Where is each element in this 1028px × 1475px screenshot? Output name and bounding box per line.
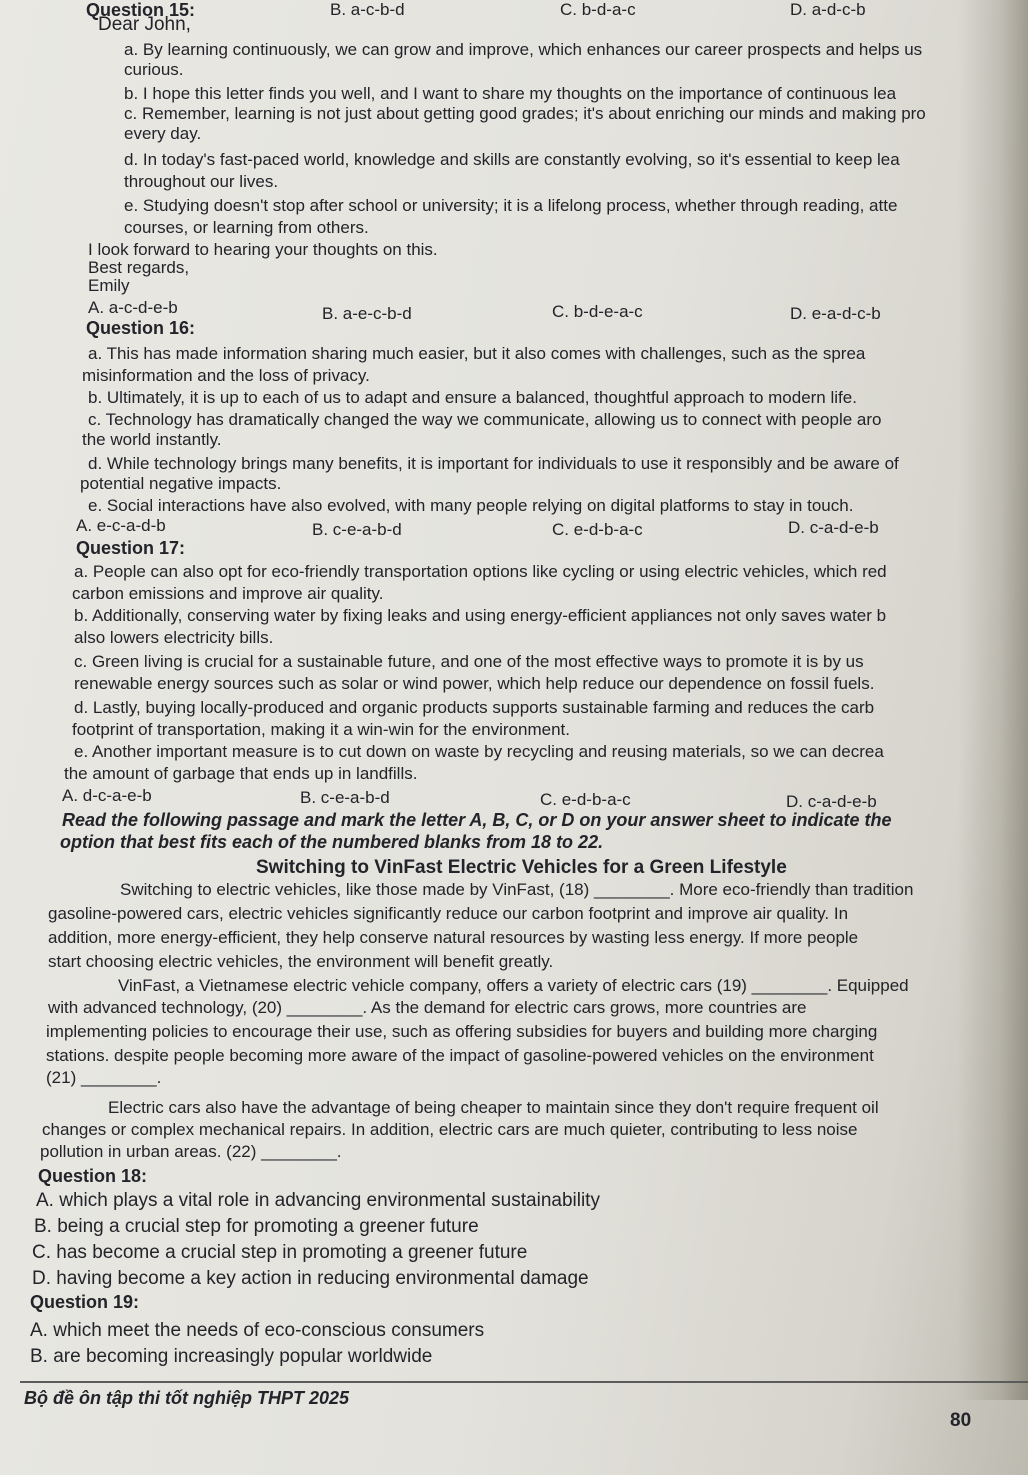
passage-line-12: pollution in urban areas. (22) ________.	[40, 1142, 342, 1161]
q15-top-opt-b: B. a-c-b-d	[330, 0, 405, 19]
q19-header: Question 19:	[30, 1292, 140, 1312]
q19-option-a: A. which meet the needs of eco-conscious consumers	[30, 1320, 485, 1341]
q15-sentence-c: c. Remember, learning is not just about getting good grades; it's about enriching our minds and making pro	[124, 104, 926, 123]
q16-sentence-e: e. Social interactions have also evolved, with many people relying on digital platforms to stay in touch.	[88, 496, 854, 515]
q17-sentence-b-cont: also lowers electricity bills.	[74, 628, 274, 647]
q17-sentence-a: a. People can also opt for eco-friendly transportation options like cycling or using electric vehicles, which red	[74, 562, 887, 581]
q17-option-d: D. c-a-d-e-b	[786, 792, 877, 811]
q15-header: Question 15:	[86, 0, 196, 20]
letter-greeting: Dear John,	[98, 14, 191, 35]
q15-sentence-e-cont: courses, or learning from others.	[124, 218, 369, 237]
q16-sentence-c-cont: the world instantly.	[82, 430, 222, 449]
footer-divider	[20, 1381, 1028, 1383]
q18-option-b: B. being a crucial step for promoting a greener future	[34, 1216, 479, 1237]
q18-option-a: A. which plays a vital role in advancing environmental sustainability	[36, 1190, 600, 1211]
letter-closing-line: I look forward to hearing your thoughts on this.	[88, 240, 438, 259]
q17-sentence-b: b. Additionally, conserving water by fixing leaks and using energy-efficient appliances not only saves water b	[74, 606, 887, 625]
q18-option-c: C. has become a crucial step in promoting a greener future	[32, 1242, 528, 1263]
q17-option-a: A. d-c-a-e-b	[62, 786, 152, 805]
passage-line-1: Switching to electric vehicles, like those made by VinFast, (18) ________. More eco-friendly than tradition	[120, 880, 914, 899]
q15-sentence-a-cont: curious.	[124, 60, 184, 79]
passage-line-3: addition, more energy-efficient, they help conserve natural resources by wasting less energy. If more people	[48, 928, 859, 947]
q16-header: Question 16:	[86, 318, 196, 338]
page-curl-shadow	[958, 0, 1028, 1400]
q17-sentence-e-cont: the amount of garbage that ends up in landfills.	[64, 764, 418, 783]
passage-line-11: changes or complex mechanical repairs. In addition, electric cars are much quieter, contributing to less noise	[42, 1120, 858, 1139]
q15-sentence-c-cont: every day.	[124, 124, 202, 143]
q16-option-b: B. c-e-a-b-d	[312, 520, 402, 539]
passage-line-8: stations. despite people becoming more aware of the impact of gasoline-powered vehicles on the environment	[46, 1046, 874, 1065]
passage-line-5: VinFast, a Vietnamese electric vehicle company, offers a variety of electric cars (19) ________. Equipped	[118, 976, 909, 995]
q16-option-c: C. e-d-b-a-c	[552, 520, 643, 539]
q16-option-a: A. e-c-a-d-b	[76, 516, 166, 535]
footer-title: Bộ đề ôn tập thi tốt nghiệp THPT 2025	[24, 1388, 350, 1408]
passage-instruction-cont: option that best fits each of the numbered blanks from 18 to 22.	[60, 832, 604, 852]
q17-header: Question 17:	[76, 538, 186, 558]
q15-sentence-d: d. In today's fast-paced world, knowledge and skills are constantly evolving, so it's essential to keep lea	[124, 150, 900, 169]
passage-line-2: gasoline-powered cars, electric vehicles significantly reduce our carbon footprint and improve air quality. In	[48, 904, 849, 923]
q17-sentence-c-cont: renewable energy sources such as solar or wind power, which help reduce our dependence on fossil fuels.	[74, 674, 875, 693]
q17-option-c: C. e-d-b-a-c	[540, 790, 631, 809]
q15-option-a: A. a-c-d-e-b	[88, 298, 178, 317]
q15-sentence-e: e. Studying doesn't stop after school or university; it is a lifelong process, whether through reading, atte	[124, 196, 898, 215]
q17-sentence-d: d. Lastly, buying locally-produced and organic products supports sustainable farming and reduces the carb	[74, 698, 875, 717]
passage-line-4: start choosing electric vehicles, the environment will benefit greatly.	[48, 952, 554, 971]
q16-sentence-a-cont: misinformation and the loss of privacy.	[82, 366, 370, 385]
q16-sentence-d-cont: potential negative impacts.	[80, 474, 282, 493]
q15-top-opt-d: D. a-d-c-b	[790, 0, 866, 19]
q15-sentence-d-cont: throughout our lives.	[124, 172, 279, 191]
q16-sentence-b: b. Ultimately, it is up to each of us to adapt and ensure a balanced, thoughtful approach to modern life.	[88, 388, 857, 407]
q17-sentence-c: c. Green living is crucial for a sustainable future, and one of the most effective ways to promote it is by us	[74, 652, 864, 671]
q15-option-d: D. e-a-d-c-b	[790, 304, 881, 323]
letter-regards: Best regards,	[88, 258, 190, 277]
passage-line-7: implementing policies to encourage their use, such as offering subsidies for buyers and building more charging	[46, 1022, 878, 1041]
q15-top-opt-c: C. b-d-a-c	[560, 0, 636, 19]
passage-title: Switching to VinFast Electric Vehicles for a Green Lifestyle	[256, 857, 787, 878]
passage-instruction: Read the following passage and mark the letter A, B, C, or D on your answer sheet to indicate the	[62, 810, 892, 830]
q16-sentence-c: c. Technology has dramatically changed the way we communicate, allowing us to connect with people aro	[88, 410, 882, 429]
passage-line-9: (21) ________.	[46, 1068, 162, 1087]
q18-option-d: D. having become a key action in reducing environmental damage	[32, 1268, 589, 1289]
q18-header: Question 18:	[38, 1166, 148, 1186]
letter-signature: Emily	[88, 276, 130, 295]
q17-sentence-e: e. Another important measure is to cut down on waste by recycling and reusing materials, so we can decrea	[74, 742, 884, 761]
passage-line-6: with advanced technology, (20) ________. As the demand for electric cars grows, more countries are	[48, 998, 807, 1017]
q15-sentence-a: a. By learning continuously, we can grow and improve, which enhances our career prospects and helps us	[124, 40, 923, 59]
q17-sentence-d-cont: footprint of transportation, making it a win-win for the environment.	[72, 720, 570, 739]
q19-option-b: B. are becoming increasingly popular worldwide	[30, 1346, 433, 1367]
q16-option-d: D. c-a-d-e-b	[788, 518, 879, 537]
page-number: 80	[950, 1410, 972, 1431]
q17-sentence-a-cont: carbon emissions and improve air quality.	[72, 584, 384, 603]
q15-option-b: B. a-e-c-b-d	[322, 304, 412, 323]
passage-line-10: Electric cars also have the advantage of being cheaper to maintain since they don't require frequent oil	[108, 1098, 879, 1117]
q15-option-c: C. b-d-e-a-c	[552, 302, 643, 321]
q17-option-b: B. c-e-a-b-d	[300, 788, 390, 807]
q16-sentence-a: a. This has made information sharing much easier, but it also comes with challenges, such as the sprea	[88, 344, 866, 363]
q16-sentence-d: d. While technology brings many benefits, it is important for individuals to use it responsibly and be aware of	[88, 454, 899, 473]
q15-sentence-b: b. I hope this letter finds you well, and I want to share my thoughts on the importance of continuous lea	[124, 84, 897, 103]
